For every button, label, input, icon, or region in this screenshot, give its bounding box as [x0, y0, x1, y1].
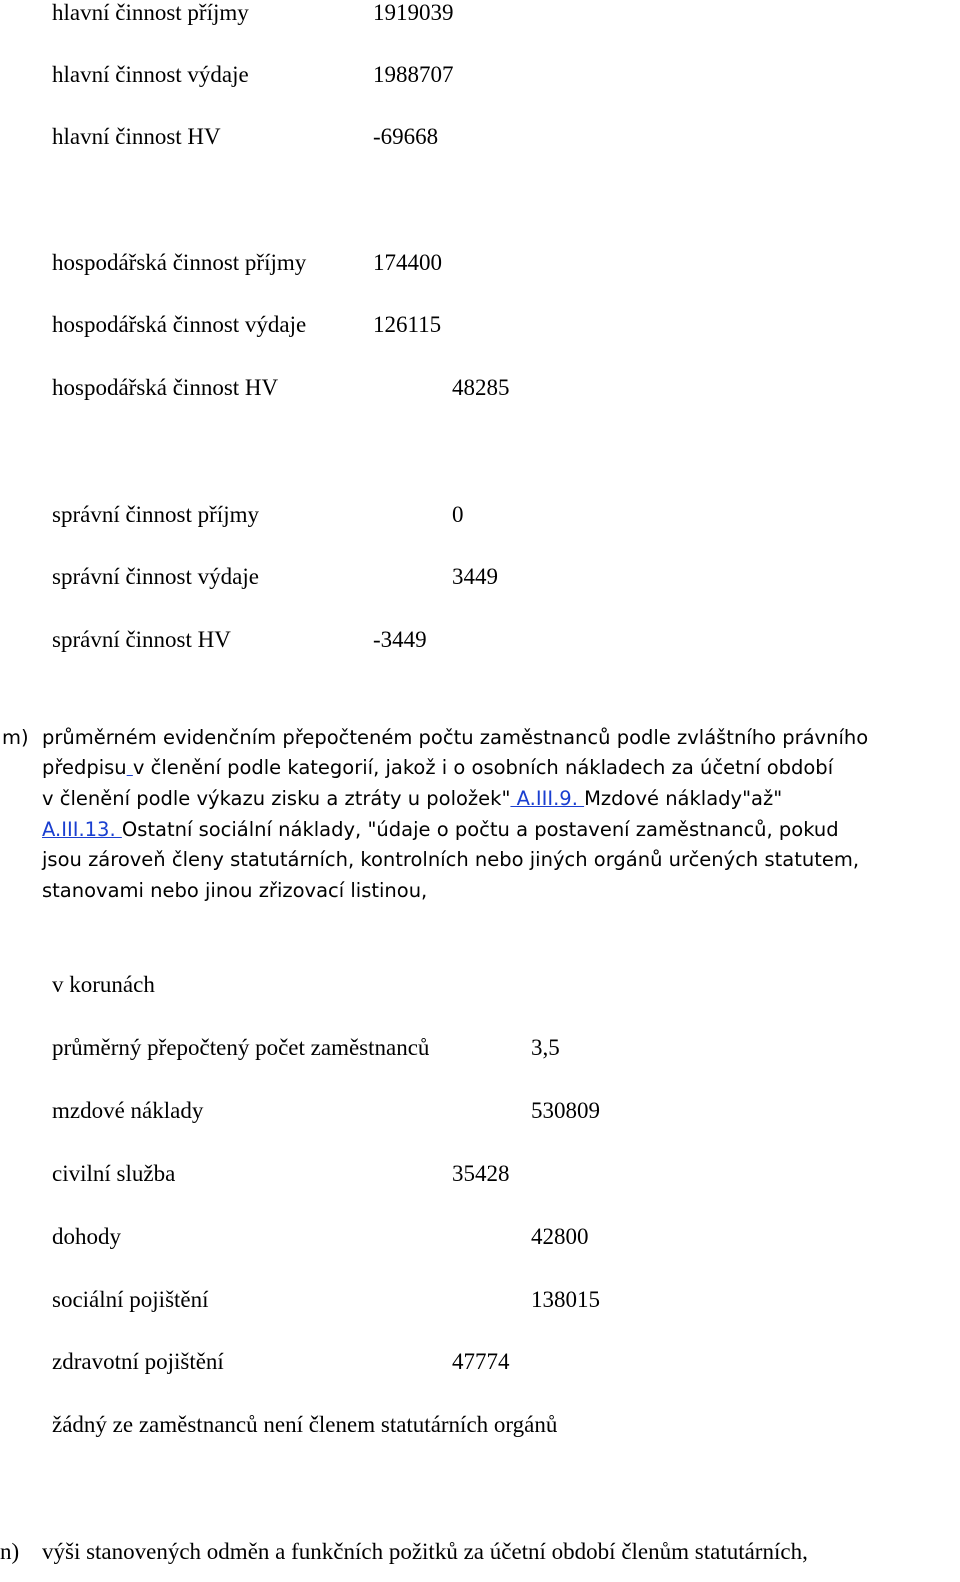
finance-label: hlavní činnost příjmy: [52, 0, 249, 25]
finance-value: -3449: [373, 627, 427, 652]
section-m-text: Ostatní sociální náklady, "údaje o počtu a postavení zaměstnanců, pokud: [121, 818, 839, 841]
note-text: žádný ze zaměstnanců není členem statutárních orgánů: [52, 1412, 558, 1437]
section-m-text: v členění podle výkazu zisku a ztráty u položek": [42, 787, 511, 810]
finance-value: -69668: [373, 124, 439, 149]
employee-label: sociální pojištění: [52, 1287, 209, 1312]
section-m-link[interactable]: A.III.13.: [42, 818, 122, 841]
employee-label: zdravotní pojištění: [52, 1349, 224, 1374]
section-m-line: [42, 815, 839, 845]
section-m-line: jsou zároveň členy statutárních, kontrolních nebo jiných orgánů určených statutem,: [42, 848, 860, 871]
employee-value: 35428: [452, 1161, 510, 1186]
employee-value: 138015: [531, 1287, 600, 1312]
finance-value: 1919039: [373, 0, 454, 25]
finance-label: správní činnost HV: [52, 627, 231, 652]
section-m-text: předpisu: [42, 756, 127, 779]
employee-label: průměrný přepočtený počet zaměstnanců: [52, 1035, 430, 1060]
finance-label: hlavní činnost HV: [52, 124, 221, 149]
section-n-text: výši stanovených odměn a funkčních požitků za účetní období členům statutárních,: [42, 1539, 808, 1564]
finance-value: 126115: [373, 312, 442, 337]
finance-label: hospodářská činnost výdaje: [52, 312, 307, 337]
employee-value: 42800: [531, 1224, 589, 1249]
section-m-text: v členění podle kategorií, jakož i o osobních nákladech za účetní období: [132, 756, 834, 779]
employee-label: mzdové náklady: [52, 1098, 204, 1123]
section-m-marker: m): [2, 726, 29, 749]
section-m-line: stanovami nebo jinou zřizovací listinou,: [42, 879, 428, 902]
section-m-line: [42, 753, 833, 783]
employee-value: 3,5: [531, 1035, 560, 1060]
finance-label: hospodářská činnost HV: [52, 375, 279, 400]
finance-label: hospodářská činnost příjmy: [52, 250, 307, 275]
section-m-line: průměrném evidenčním přepočteném počtu zaměstnanců podle zvláštního právního: [42, 726, 869, 749]
finance-value: 0: [452, 502, 464, 527]
finance-value: 48285: [452, 375, 510, 400]
employee-label: dohody: [52, 1224, 121, 1249]
units-label: v korunách: [52, 972, 155, 997]
finance-value: 3449: [452, 564, 498, 589]
employee-label: civilní služba: [52, 1161, 176, 1186]
finance-label: správní činnost výdaje: [52, 564, 259, 589]
finance-label: hlavní činnost výdaje: [52, 62, 249, 87]
finance-label: správní činnost příjmy: [52, 502, 259, 527]
employee-value: 47774: [452, 1349, 510, 1374]
finance-value: 174400: [373, 250, 442, 275]
section-m-line: [42, 784, 782, 814]
finance-value: 1988707: [373, 62, 454, 87]
section-m-text: Mzdové náklady"až": [584, 787, 783, 810]
employee-value: 530809: [531, 1098, 600, 1123]
section-n-marker: n): [0, 1539, 20, 1564]
section-m-link[interactable]: A.III.9.: [510, 787, 585, 810]
